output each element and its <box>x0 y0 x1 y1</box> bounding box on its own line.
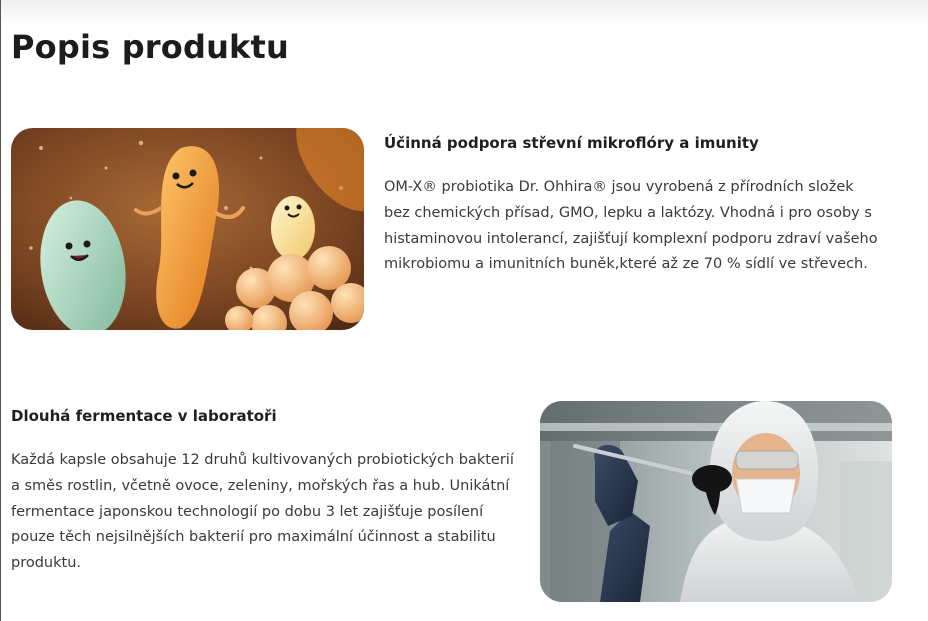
section-body: Každá kapsle obsahuje 12 druhů kultivovaných probiotických bakterií a směs rostlin, včetně ovoce, zeleniny, mořských řas a hub. Unikátní fermentace japonskou technologií po dobu 3 let zajišťuje posílení pouze těch nejsilnějších bakterií pro maximální účinnost a stabilitu produktu. <box>11 452 514 572</box>
section-mikroflora <box>384 133 884 278</box>
header-shadow <box>1 0 928 26</box>
page-title: Popis produktu <box>11 28 290 66</box>
lab-scientist-image <box>540 401 892 602</box>
section-body: OM-X® probiotika Dr. Ohhira® jsou vyrobená z přírodních složek bez chemických přísad, GMO, lepku a laktózy. Vhodná i pro osoby s histaminovou intolerancí, zajišťují komplexní podporu zdraví vašeho mikrobiomu a imunitních buněk,které až ze 70 % sídlí ve střevech. <box>384 179 878 273</box>
section-heading: Dlouhá fermentace v laboratoři <box>11 407 277 425</box>
bacteria-illustration-image <box>11 128 364 330</box>
section-fermentace <box>11 406 521 577</box>
section-heading: Účinná podpora střevní mikroflóry a imunity <box>384 134 759 152</box>
